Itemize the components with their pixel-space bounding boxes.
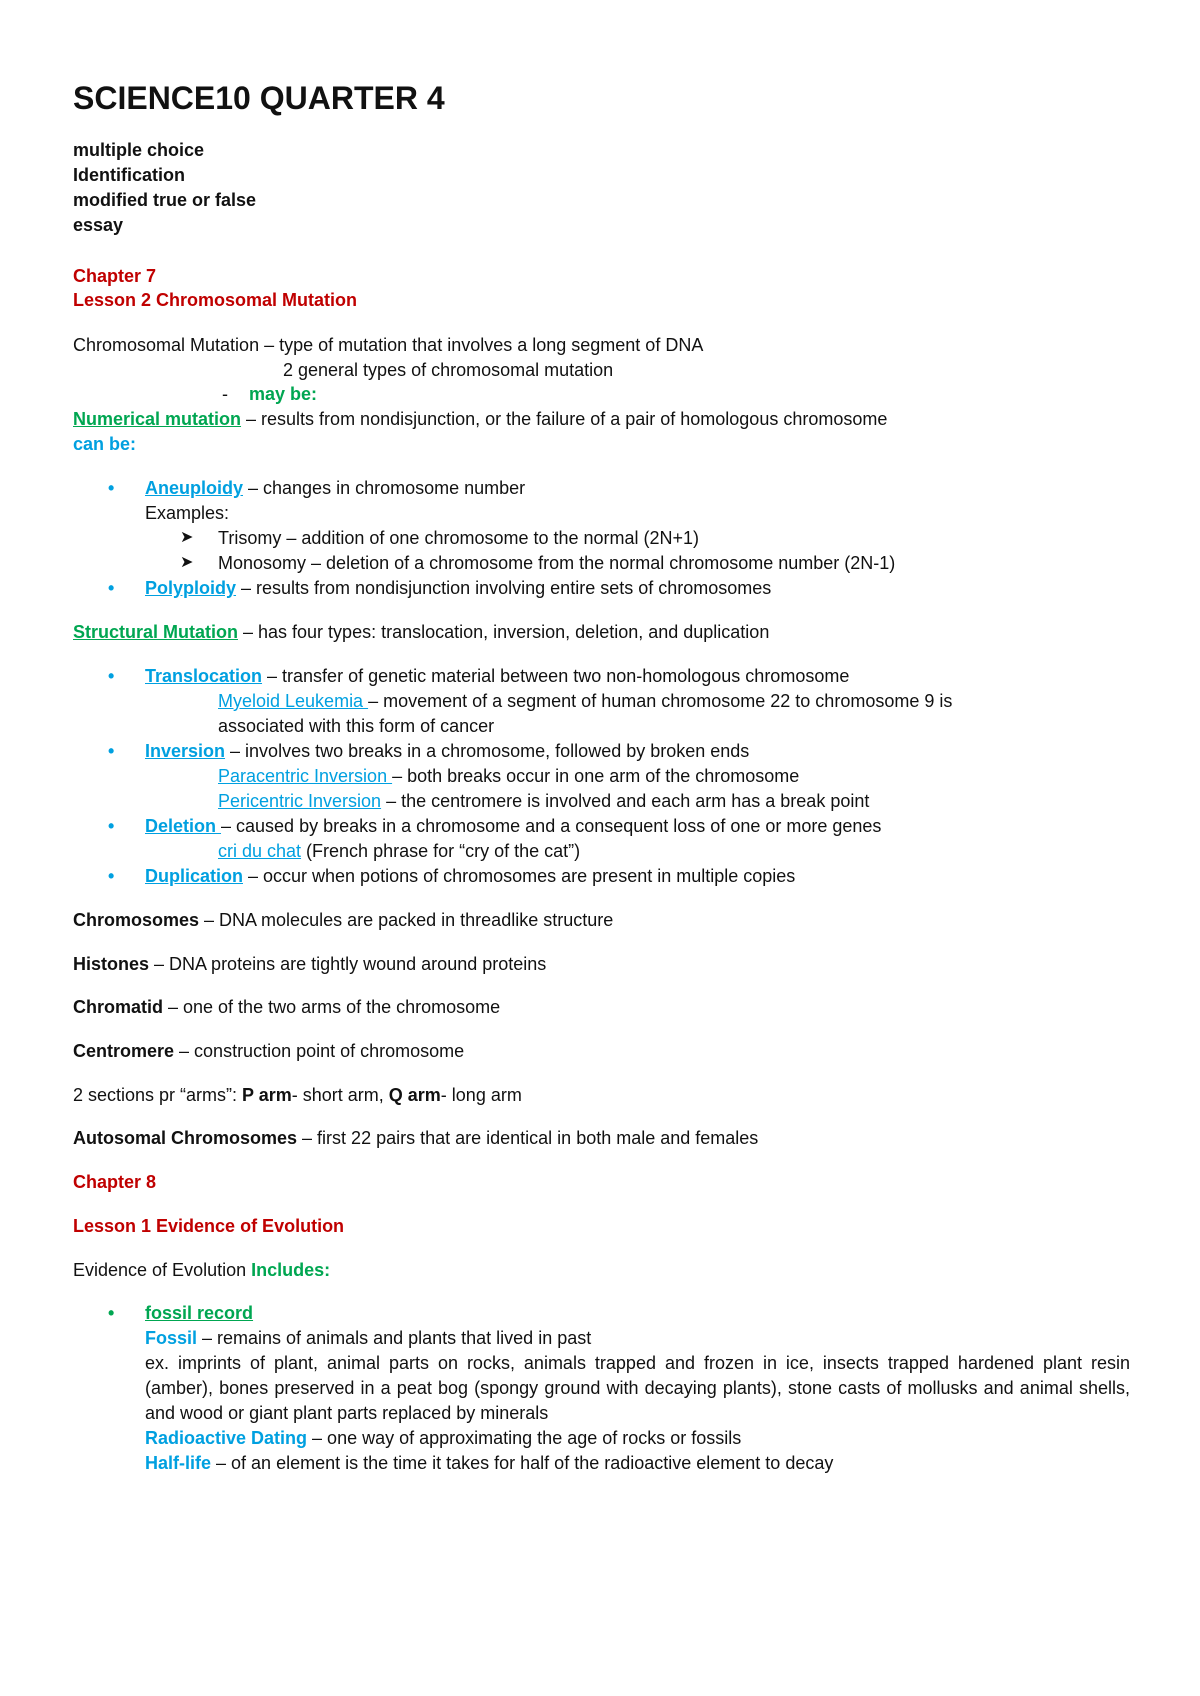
definition: – first 22 pairs that are identical in both male and females [297,1128,759,1148]
definition: – changes in chromosome number [243,478,526,498]
duplication-line [145,864,795,888]
definition: – one of the two arms of the chromosome [163,997,501,1017]
arrow-bullet-icon: ➤ [180,554,194,571]
examples-label: Examples: [145,503,230,523]
myeloid-leukemia-line [218,689,1130,713]
aneuploidy-line [145,476,525,500]
term: Half-life [145,1453,212,1473]
definition: – of an element is the time it takes for half of the radioactive element to decay [211,1453,834,1473]
histones-line [73,952,546,976]
evidence-line [73,1258,330,1282]
fossil-examples: ex. imprints of plant, animal parts on rocks, animals trapped and frozen in ice, insects trapped hardened plant resin (amber), bones preserved in a peat bog (spongy ground with decaying plants), stone casts of mollusks and animal shells, and wood or giant plant parts replaced by minerals [145,1353,1130,1423]
trisomy-line: Trisomy – addition of one chromosome to the normal (2N+1) [218,528,700,548]
definition: – construction point of chromosome [174,1041,465,1061]
paracentric-line [218,764,799,788]
arrow-bullet-icon: ➤ [180,529,194,546]
chromosomal-mutation-line [73,333,703,357]
translocation-line [145,664,849,688]
bullet-icon: • [108,741,115,761]
centromere-line [73,1039,464,1063]
lesson-1-heading: Lesson 1 Evidence of Evolution [73,1216,345,1236]
term: Duplication [145,866,243,886]
bullet-icon: • [108,478,115,498]
definition: – both breaks occur in one arm of the chromosome [392,766,800,786]
term: Centromere [73,1041,175,1061]
document-title: SCIENCE10 QUARTER 4 [73,80,445,116]
term: Fossil [145,1328,198,1348]
bullet-icon: • [108,578,115,598]
fossil-line [145,1326,591,1350]
term: Deletion [145,816,222,836]
term: Polyploidy [145,578,237,598]
myeloid-leukemia-line-2: associated with this form of cancer [218,716,495,736]
polyploidy-line [145,576,771,600]
may-be-label: may be: [249,384,318,404]
definition: – one way of approximating the age of rocks or fossils [307,1428,742,1448]
definition: – results from nondisjunction, or the failure of a pair of homologous chromosome [241,409,888,429]
definition: – occur when potions of chromosomes are present in multiple copies [243,866,796,886]
test-type-1: multiple choice [73,140,205,160]
term: Numerical mutation [73,409,242,429]
chapter-8-heading: Chapter 8 [73,1172,157,1192]
term: Structural Mutation [73,622,238,642]
term: Chromatid [73,997,163,1017]
lesson-2-heading: Lesson 2 Chromosomal Mutation [73,290,358,310]
definition: – has four types: translocation, inversion, deletion, and duplication [238,622,770,642]
definition: – remains of animals and plants that lived in past [197,1328,592,1348]
paracentric-link[interactable]: Paracentric Inversion [218,766,393,786]
myeloid-leukemia-link[interactable]: Myeloid Leukemia [218,691,369,711]
half-life-line [145,1451,833,1475]
dash: - [222,384,228,404]
term: Aneuploidy [145,478,243,498]
bullet-icon: • [108,1303,115,1323]
bullet-icon: • [108,666,115,686]
deletion-line [145,814,881,838]
definition: – DNA molecules are packed in threadlike structure [199,910,614,930]
may-be-line [222,382,317,406]
test-type-3: modified true or false [73,190,257,210]
numerical-mutation-line [73,407,887,431]
definition: – involves two breaks in a chromosome, followed by broken ends [225,741,750,761]
definition: – caused by breaks in a chromosome and a consequent loss of one or more genes [221,816,882,836]
chromatid-line [73,995,500,1019]
definition: – movement of a segment of human chromosome 22 to chromosome 9 is [368,691,953,711]
term: Chromosomal Mutation [73,335,260,355]
arms-line [73,1083,522,1107]
fossil-record-heading: fossil record [145,1303,254,1323]
definition: – the centromere is involved and each arm has a break point [381,791,870,811]
evidence-prefix: Evidence of Evolution [73,1260,252,1280]
monosomy-line: Monosomy – deletion of a chromosome from the normal chromosome number (2N-1) [218,553,896,573]
radioactive-dating-line [145,1426,741,1450]
inversion-line [145,739,749,763]
term: Translocation [145,666,263,686]
chromosomes-line [73,908,613,932]
term: Histones [73,954,150,974]
structural-mutation-line [73,620,769,644]
term: Radioactive Dating [145,1428,308,1448]
chapter-7-heading: Chapter 7 [73,266,157,286]
term: Autosomal Chromosomes [73,1128,298,1148]
definition: – results from nondisjunction involving entire sets of chromosomes [236,578,772,598]
cri-du-chat-link[interactable]: cri du chat [218,841,302,861]
q-arm-def: - long arm [440,1085,522,1105]
q-arm-term: Q arm [388,1085,441,1105]
definition: (French phrase for “cry of the cat”) [301,841,581,861]
pericentric-link[interactable]: Pericentric Inversion [218,791,382,811]
definition: – DNA proteins are tightly wound around proteins [149,954,547,974]
test-type-4: essay [73,215,124,235]
definition: – transfer of genetic material between two non-homologous chromosome [262,666,850,686]
term: Chromosomes [73,910,200,930]
bullet-icon: • [108,866,115,886]
p-arm-def: - short arm, [291,1085,389,1105]
p-arm-term: P arm [242,1085,292,1105]
term: Inversion [145,741,226,761]
can-be-label: can be: [73,434,137,454]
definition: – type of mutation that involves a long segment of DNA [259,335,704,355]
bullet-icon: • [108,816,115,836]
includes-label: Includes: [251,1260,331,1280]
autosomal-line [73,1126,758,1150]
pericentric-line [218,789,869,813]
cri-du-chat-line [218,839,580,863]
arms-prefix: 2 sections pr “arms”: [73,1085,243,1105]
general-types-line: 2 general types of chromosomal mutation [283,360,614,380]
test-type-2: Identification [73,165,185,185]
